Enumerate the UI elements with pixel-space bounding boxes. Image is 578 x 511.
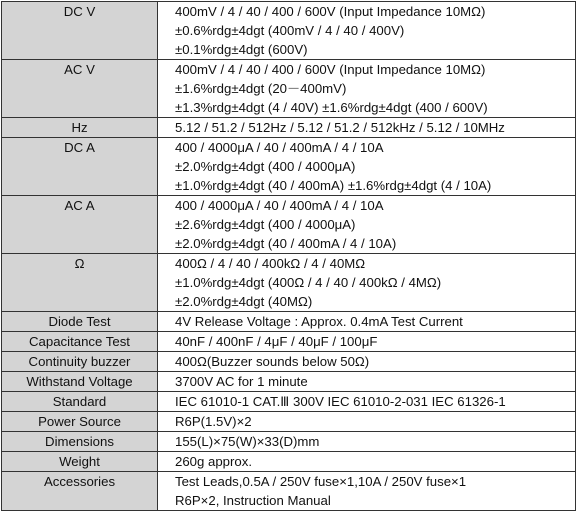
spec-value-line: Test Leads,0.5A / 250V fuse×1,10A / 250V fuse×1 [175,474,467,489]
spec-value-line: 5.12 / 51.2 / 512Hz / 5.12 / 51.2 / 512kHz / 5.12 / 10MHz [175,120,505,135]
spec-row [2,352,576,372]
spec-rows [2,2,576,511]
spec-label: Accessories [2,472,158,511]
spec-label: Weight [2,452,158,472]
spec-label: Ω [2,254,158,312]
spec-value-line: 400Ω / 4 / 40 / 400kΩ / 4 / 40MΩ [175,256,366,271]
spec-label: Diode Test [2,312,158,332]
spec-value-line: 400mV / 4 / 40 / 400 / 600V (Input Impedance 10MΩ) [175,62,486,77]
spec-label: Standard [2,392,158,412]
spec-value-line: 400Ω(Buzzer sounds below 50Ω) [175,354,370,369]
spec-value [158,312,576,332]
spec-row [2,138,576,196]
spec-value [158,392,576,412]
spec-value-line: R6P(1.5V)×2 [175,414,252,429]
spec-value-line: 260g approx. [175,454,252,469]
spec-value-line: 40nF / 400nF / 4μF / 40μF / 100μF [175,334,378,349]
spec-value-line: ±2.0%rdg±4dgt (400 / 4000μA) [175,159,356,174]
spec-value-line: ±2.0%rdg±4dgt (40MΩ) [175,294,313,309]
spec-value [158,196,576,254]
spec-value [158,472,576,511]
spec-row [2,254,576,312]
spec-label: Hz [2,118,158,138]
spec-value [158,432,576,452]
spec-label: Capacitance Test [2,332,158,352]
spec-row [2,372,576,392]
specifications-table [1,1,576,511]
spec-row [2,392,576,412]
spec-row [2,432,576,452]
spec-value [158,372,576,392]
spec-value [158,60,576,118]
spec-label: DC V [2,2,158,60]
spec-label: Withstand Voltage [2,372,158,392]
spec-label: AC A [2,196,158,254]
spec-value-line: 400 / 4000μA / 40 / 400mA / 4 / 10A [175,198,384,213]
spec-value-line: ±0.1%rdg±4dgt (600V) [175,42,308,57]
spec-value [158,412,576,432]
spec-row [2,332,576,352]
spec-value [158,352,576,372]
spec-row [2,196,576,254]
spec-label: DC A [2,138,158,196]
spec-value-line: 400 / 4000μA / 40 / 400mA / 4 / 10A [175,140,384,155]
spec-value [158,2,576,60]
spec-value-line: 3700V AC for 1 minute [175,374,308,389]
spec-row [2,452,576,472]
spec-row [2,60,576,118]
spec-label: AC V [2,60,158,118]
spec-row [2,472,576,511]
spec-value-line: 155(L)×75(W)×33(D)mm [175,434,320,449]
spec-row [2,2,576,60]
spec-label: Continuity buzzer [2,352,158,372]
spec-value [158,332,576,352]
spec-label: Dimensions [2,432,158,452]
spec-value-line: 4V Release Voltage : Approx. 0.4mA Test Current [175,314,463,329]
spec-value-line: ±1.6%rdg±4dgt (20－400mV) [175,81,347,96]
spec-value-line: R6P×2, Instruction Manual [175,493,331,508]
spec-value-line: ±0.6%rdg±4dgt (400mV / 4 / 40 / 400V) [175,23,405,38]
spec-value [158,254,576,312]
spec-row [2,412,576,432]
spec-value [158,452,576,472]
spec-value-line: ±1.0%rdg±4dgt (400Ω / 4 / 40 / 400kΩ / 4MΩ) [175,275,442,290]
spec-value-line: ±1.3%rdg±4dgt (4 / 40V) ±1.6%rdg±4dgt (400 / 600V) [175,100,488,115]
spec-row [2,312,576,332]
spec-value-line: 400mV / 4 / 40 / 400 / 600V (Input Impedance 10MΩ) [175,4,486,19]
spec-label: Power Source [2,412,158,432]
spec-value [158,138,576,196]
spec-value-line: ±2.0%rdg±4dgt (40 / 400mA / 4 / 10A) [175,236,397,251]
spec-value-line: ±1.0%rdg±4dgt (40 / 400mA) ±1.6%rdg±4dgt (4 / 10A) [175,178,492,193]
spec-value [158,118,576,138]
spec-value-line: ±2.6%rdg±4dgt (400 / 4000μA) [175,217,356,232]
spec-row [2,118,576,138]
spec-value-line: IEC 61010-1 CAT.Ⅲ 300V IEC 61010-2-031 IEC 61326-1 [175,394,506,409]
